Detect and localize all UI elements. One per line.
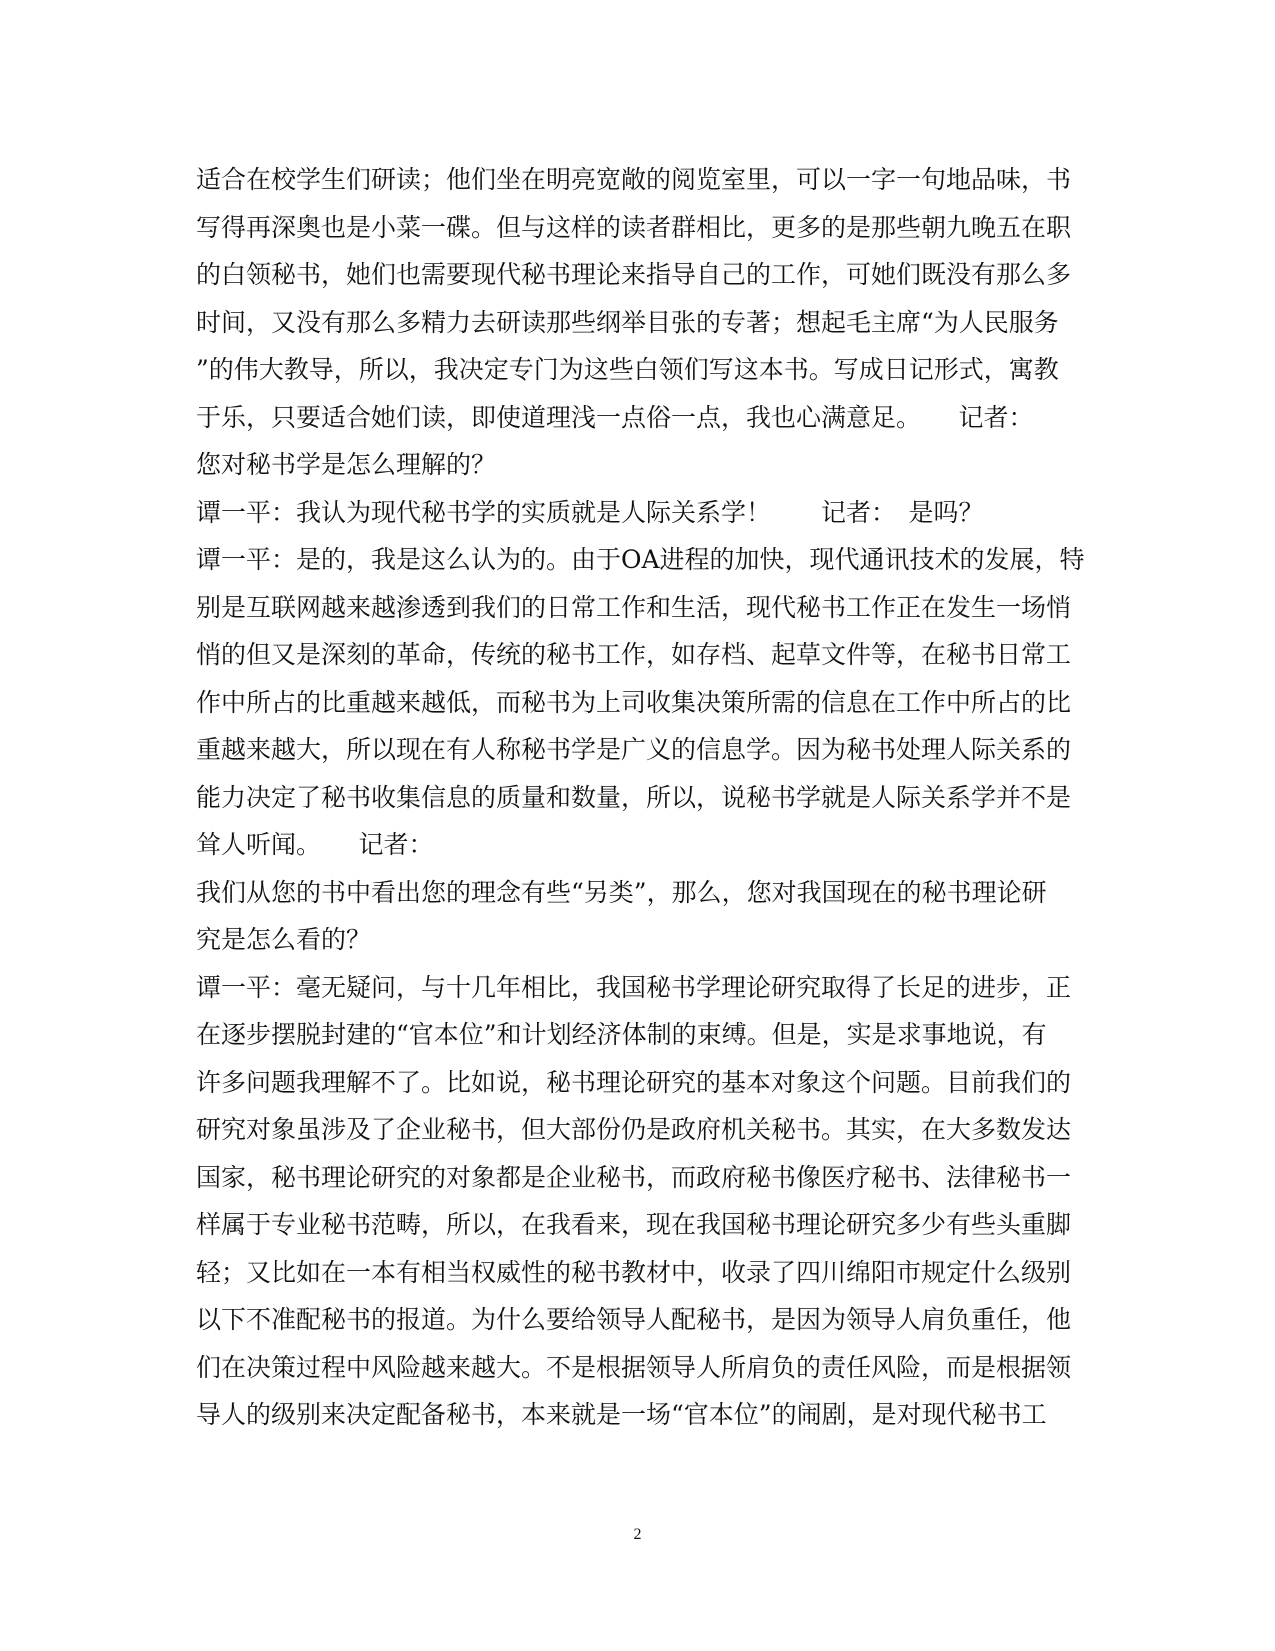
text-line: 重越来越大，所以现在有人称秘书学是广义的信息学。因为秘书处理人际关系的 — [196, 735, 1072, 764]
text-line: 导人的级别来决定配备秘书，本来就是一场“官本位”的闹剧，是对现代秘书工 — [196, 1400, 1047, 1429]
text-line: 能力决定了秘书收集信息的质量和数量，所以，说秘书学就是人际关系学并不是 — [196, 782, 1072, 812]
page-number: 2 — [633, 1526, 642, 1543]
text-line: 研究对象虽涉及了企业秘书，但大部份仍是政府机关秘书。其实，在大多数发达 — [196, 1115, 1072, 1144]
text-line: 的白领秘书，她们也需要现代秘书理论来指导自己的工作，可她们既没有那么多 — [196, 260, 1072, 289]
text-line: 谭一平：是的，我是这么认为的。由于OA进程的加快，现代通讯技术的发展，特 — [196, 545, 1085, 574]
text-line: 谭一平：毫无疑问，与十几年相比，我国秘书学理论研究取得了长足的进步，正 — [196, 972, 1072, 1002]
text-line: 别是互联网越来越渗透到我们的日常工作和生活，现代秘书工作正在发生一场悄 — [196, 592, 1072, 622]
text-line: 国家，秘书理论研究的对象都是企业秘书，而政府秘书像医疗秘书、法律秘书一 — [196, 1162, 1072, 1192]
text-line: 究是怎么看的？ — [196, 925, 372, 954]
text-line: 在逐步摆脱封建的“官本位”和计划经济体制的束缚。但是，实是求事地说，有 — [196, 1020, 1047, 1049]
text-line: 我们从您的书中看出您的理念有些“另类”，那么，您对我国现在的秘书理论研 — [196, 877, 1047, 907]
text-line: 轻；又比如在一本有相当权威性的秘书教材中，收录了四川绵阳市规定什么级别 — [196, 1257, 1072, 1287]
text-line: 样属于专业秘书范畴，所以，在我看来，现在我国秘书理论研究多少有些头重脚 — [196, 1210, 1072, 1239]
text-line: ”的伟大教导，所以，我决定专门为这些白领们写这本书。写成日记形式，寓教 — [196, 355, 1059, 384]
text-line: 悄的但又是深刻的革命，传统的秘书工作，如存档、起草文件等，在秘书日常工 — [196, 640, 1072, 669]
body-text — [196, 156, 1096, 1439]
text-line: 们在决策过程中风险越来越大。不是根据领导人所肩负的责任风险，而是根据领 — [196, 1352, 1072, 1382]
text-line: 谭一平：我认为现代秘书学的实质就是人际关系学！ 记者： 是吗？ — [196, 497, 984, 527]
text-line: 时间，又没有那么多精力去研读那些纲举目张的专著；想起毛主席“为人民服务 — [196, 307, 1059, 337]
text-line: 适合在校学生们研读；他们坐在明亮宽敞的阅览室里，可以一字一句地品味，书 — [196, 165, 1072, 194]
text-line: 以下不准配秘书的报道。为什么要给领导人配秘书，是因为领导人肩负重任，他 — [196, 1305, 1072, 1334]
text-line: 许多问题我理解不了。比如说，秘书理论研究的基本对象这个问题。目前我们的 — [196, 1067, 1072, 1097]
text-line: 作中所占的比重越来越低，而秘书为上司收集决策所需的信息在工作中所占的比 — [196, 687, 1072, 717]
text-line: 您对秘书学是怎么理解的？ — [196, 450, 497, 479]
text-line: 耸人听闻。 记者： — [196, 830, 434, 859]
text-line: 于乐，只要适合她们读，即使道理浅一点俗一点，我也心满意足。 记者： — [196, 402, 1034, 432]
text-line: 写得再深奥也是小菜一碟。但与这样的读者群相比，更多的是那些朝九晚五在职 — [196, 212, 1072, 242]
